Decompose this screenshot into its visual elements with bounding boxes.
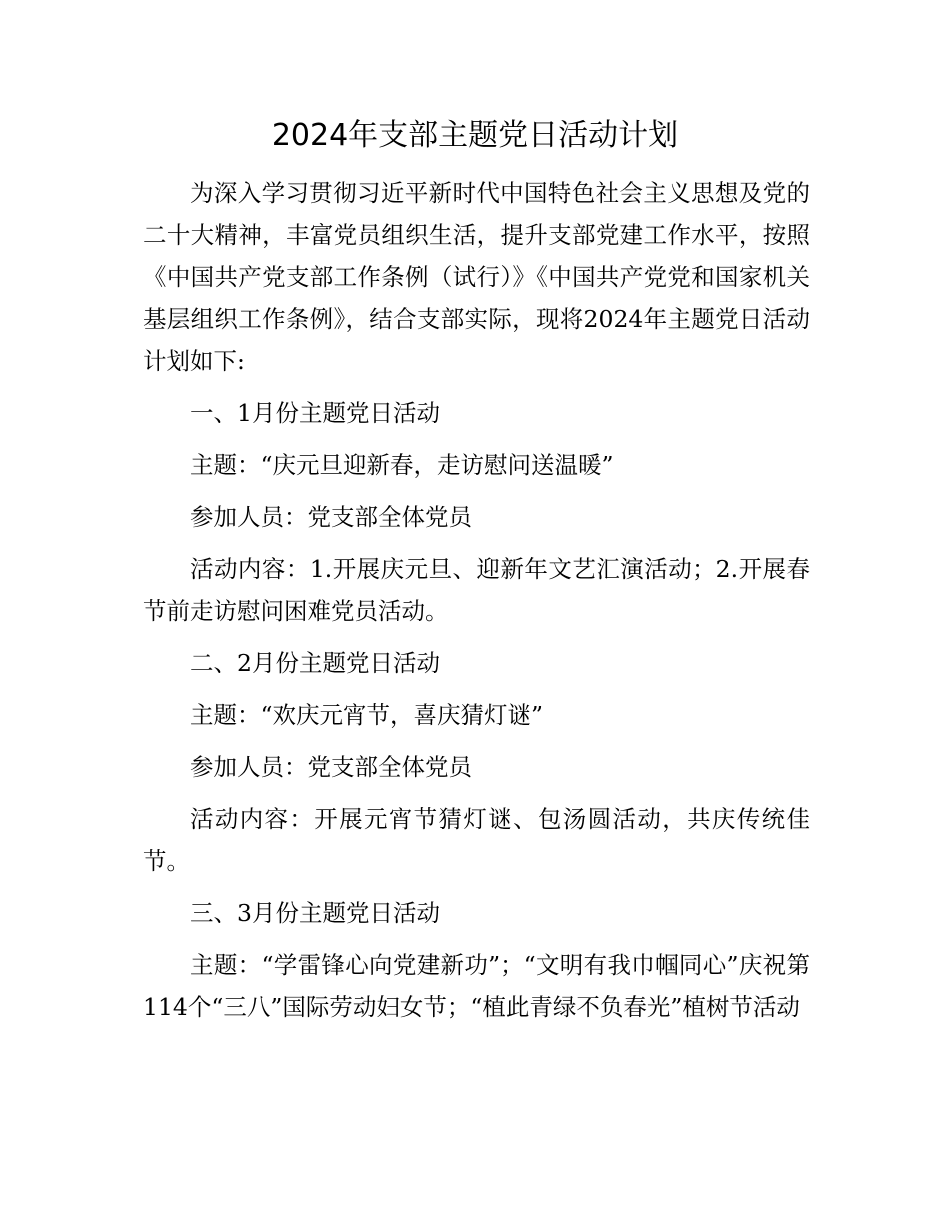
february-activities: 活动内容：开展元宵节猜灯谜、包汤圆活动，共庆传统佳节。 xyxy=(143,805,810,875)
february-theme: 主题：“欢庆元宵节，喜庆猜灯谜” xyxy=(190,701,544,729)
february-participants: 参加人员：党支部全体党员 xyxy=(190,753,472,781)
january-participants: 参加人员：党支部全体党员 xyxy=(190,503,472,531)
section-heading-february: 二、2月份主题党日活动 xyxy=(190,649,440,677)
document-title: 2024年支部主题党日活动计划 xyxy=(271,118,679,153)
march-theme: 主题：“学雷锋心向党建新功”；“文明有我巾帼同心”庆祝第114个“三八”国际劳动妇女节；“植此青绿不负春光”植树节活动 xyxy=(143,951,810,1021)
january-activities: 活动内容：1.开展庆元旦、迎新年文艺汇演活动；2.开展春节前走访慰问困难党员活动。 xyxy=(143,555,810,625)
section-heading-january: 一、1月份主题党日活动 xyxy=(190,399,440,427)
section-heading-march: 三、3月份主题党日活动 xyxy=(190,899,440,927)
january-theme: 主题：“庆元旦迎新春，走访慰问送温暖” xyxy=(190,451,614,479)
intro-paragraph: 为深入学习贯彻习近平新时代中国特色社会主义思想及党的二十大精神，丰富党员组织生活，提升支部党建工作水平，按照《中国共产党支部工作条例（试行）》《中国共产党党和国家机关基层组织工作条例》，结合支部实际，现将2024年主题党日活动计划如下: xyxy=(143,179,810,375)
document-body xyxy=(143,172,810,1038)
